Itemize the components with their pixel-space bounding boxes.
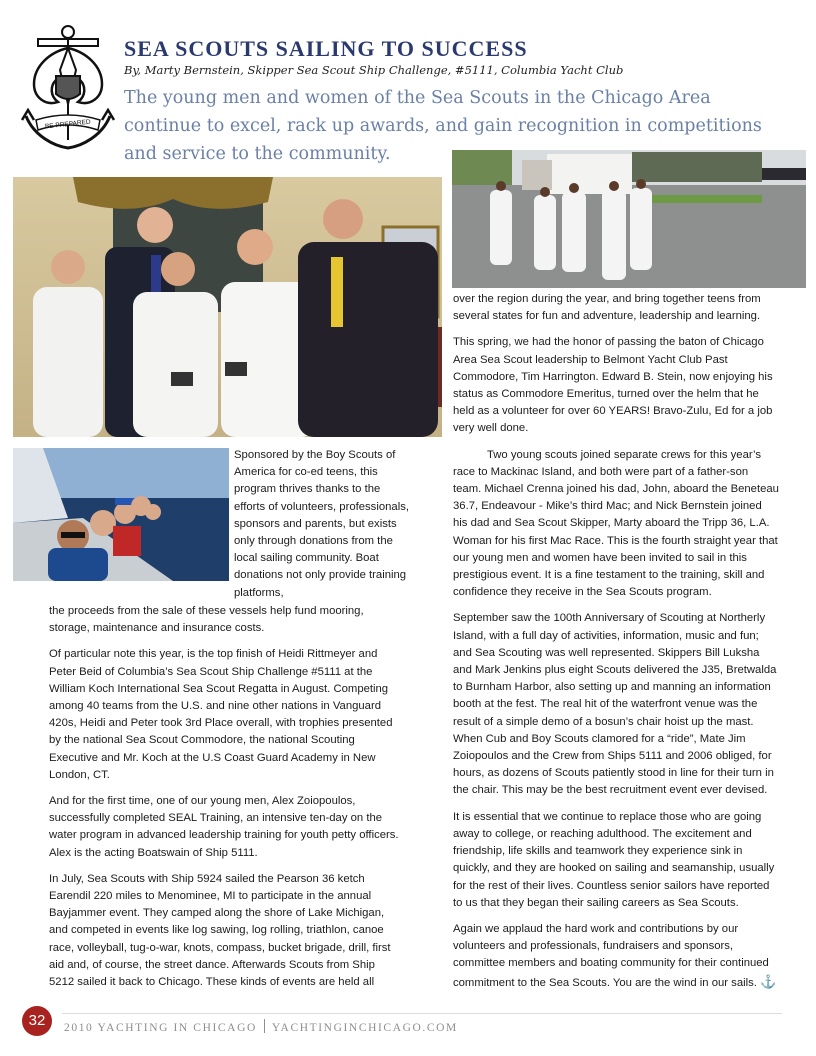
bayjammer-paragraph: In July, Sea Scouts with Ship 5924 sailed the Pearson 36 ketch Earendil 220 miles to Menominee, MI to participate in the annual Bayjammer event. They camped along the shore of Lake Michigan, and competed in events like log sawing, log rolling, triathlon, canoe race, volleyball, tug-o-war, knots, compass, bucket brigade, drill, first aid and, of course, the street dance. Afterwards Scouts from Ship 5212 sailed it back to Chicago. These kinds of events are held all bbox=[49, 872, 391, 989]
logo-motto: BE PREPARED bbox=[44, 118, 91, 131]
footer-website-link[interactable]: YACHTINGINCHICAGO.COM bbox=[271, 1022, 458, 1034]
seal-training-paragraph: And for the first time, one of our young men, Alex Zoiopoulos, successfully completed SEAL Training, an intensive ten-day on the water program in advanced leadership training for youth petty officers. Alex is the acting Boatswain of Ship 5111. bbox=[49, 795, 399, 859]
closing-text: Again we applaud the hard work and contributions by our volunteers and professionals, fundraisers and sponsors, committee members and boating community for their continued commitment to the Sea Scouts. You are the wind in our sails. bbox=[453, 922, 769, 989]
parade-salute-photo bbox=[452, 150, 806, 288]
page-number-badge: 32 bbox=[22, 1006, 52, 1036]
sponsorship-paragraph-start bbox=[234, 447, 412, 602]
awards-ceremony-photo bbox=[13, 177, 442, 437]
sponsorship-text-end: the proceeds from the sale of these vessels help fund mooring, storage, maintenance and insurance costs. bbox=[49, 605, 364, 635]
recruitment-paragraph: It is essential that we continue to replace those who are going away to college, or reaching adulthood. The excitement and friendship, life skills and teamwork they experience sink in quickly, and they are hooked on sailing and seamanship, usually for the rest of their lives. Countless senior sailors have reported to us that they began their sailing careers as Sea Scouts. bbox=[453, 810, 775, 909]
region-events-paragraph: over the region during the year, and bring together teens from several states for fun and adventure, leadership and learning. bbox=[453, 293, 761, 323]
closing-paragraph bbox=[453, 921, 779, 992]
regatta-paragraph: Of particular note this year, is the top finish of Heidi Rittmeyer and Peter Beid of Columbia’s Sea Scout Ship Challenge #5111 at the William Koch International Sea Scout Regatta in August. Competing among 40 teams from the U.S. and nine other nations in Vanguard 420s, Heidi and Peter took 3rd Place overall, with trophies presented by the national Sea Scout Commodore, the national Scouting Executive and Mr. Koch at the U.S Coast Guard Academy in New London, CT. bbox=[49, 648, 393, 781]
article-byline: By, Marty Bernstein, Skipper Sea Scout Ship Challenge, #5111, Columbia Yacht Club bbox=[124, 63, 624, 77]
article-title: SEA SCOUTS SAILING TO SUCCESS bbox=[124, 36, 528, 61]
footer-separator bbox=[264, 1019, 265, 1033]
sailing-scouts-photo bbox=[13, 448, 229, 581]
anchor-end-mark-icon: ⚓ bbox=[759, 973, 777, 989]
right-column bbox=[453, 291, 779, 992]
sponsorship-text-start: Sponsored by the Boy Scouts of America for co-ed teens, this program thrives thanks to the efforts of volunteers, professionals, sponsors and parents, but exists only through donations from the local sailing community. Boat donations not only provide training platforms, bbox=[234, 449, 409, 599]
footer-publication-title: 2010 YACHTING IN CHICAGO bbox=[64, 1022, 257, 1034]
footer-divider bbox=[62, 1013, 782, 1014]
anniversary-paragraph: September saw the 100th Anniversary of Scouting at Northerly Island, with a full day of activities, information, music and fun; and Sea Scouting was well represented. Skippers Bill Luksha and Mark Jenkins plus eight Scouts delivered the J35, Bretwalda to Burnham Harbor, also setting up and manning an information booth at the fest. The real hit of the waterfront venue was the result of a simple demo of a bosun’s chair hoist up the mast. When Cub and Boy Scouts clamored for a “ride”, Mate Jim Zoiopoulos and the Crew from Ships 5111 and 2006 obliged, for hours, as dozens of Scouts patiently stood in line for their turn in the chair. This may be the best recruitment event ever devised. bbox=[453, 612, 777, 797]
left-column bbox=[49, 603, 401, 991]
mackinac-paragraph: Two young scouts joined separate crews for this year’s race to Mackinac Island, and both were part of a father-son team. Michael Crenna joined his dad, John, aboard the Beneteau 36.7, Endeavour - Mike’s third Mac; and Nick Bernstein joined his dad and Sea Scout Skipper, Marty aboard the Tripp 36, L.A. Woman for his first Mac Race. This is the fourth straight year that our young men and women have been invited to sail in this prestigious event. It is a fine testament to the training, skill and confidence they receive in the Sea Scouts program. bbox=[453, 448, 779, 599]
leadership-paragraph: This spring, we had the honor of passing the baton of Chicago Area Sea Scout leadership to Belmont Yacht Club Past Commodore, Tim Harrington. Edward B. Stein, now enjoying his status as Commodore Emeritus, turned over the helm that he held as a volunteer for over 60 YEARS! Bravo-Zulu, Ed for a job very well done. bbox=[453, 336, 773, 435]
footer-publication bbox=[64, 1019, 458, 1034]
article-deck: The young men and women of the Sea Scouts in the Chicago Area continue to excel, rack up awards, and gain recognition in competitions and service to the community. bbox=[124, 88, 762, 164]
sea-scouts-emblem-icon bbox=[20, 22, 116, 154]
